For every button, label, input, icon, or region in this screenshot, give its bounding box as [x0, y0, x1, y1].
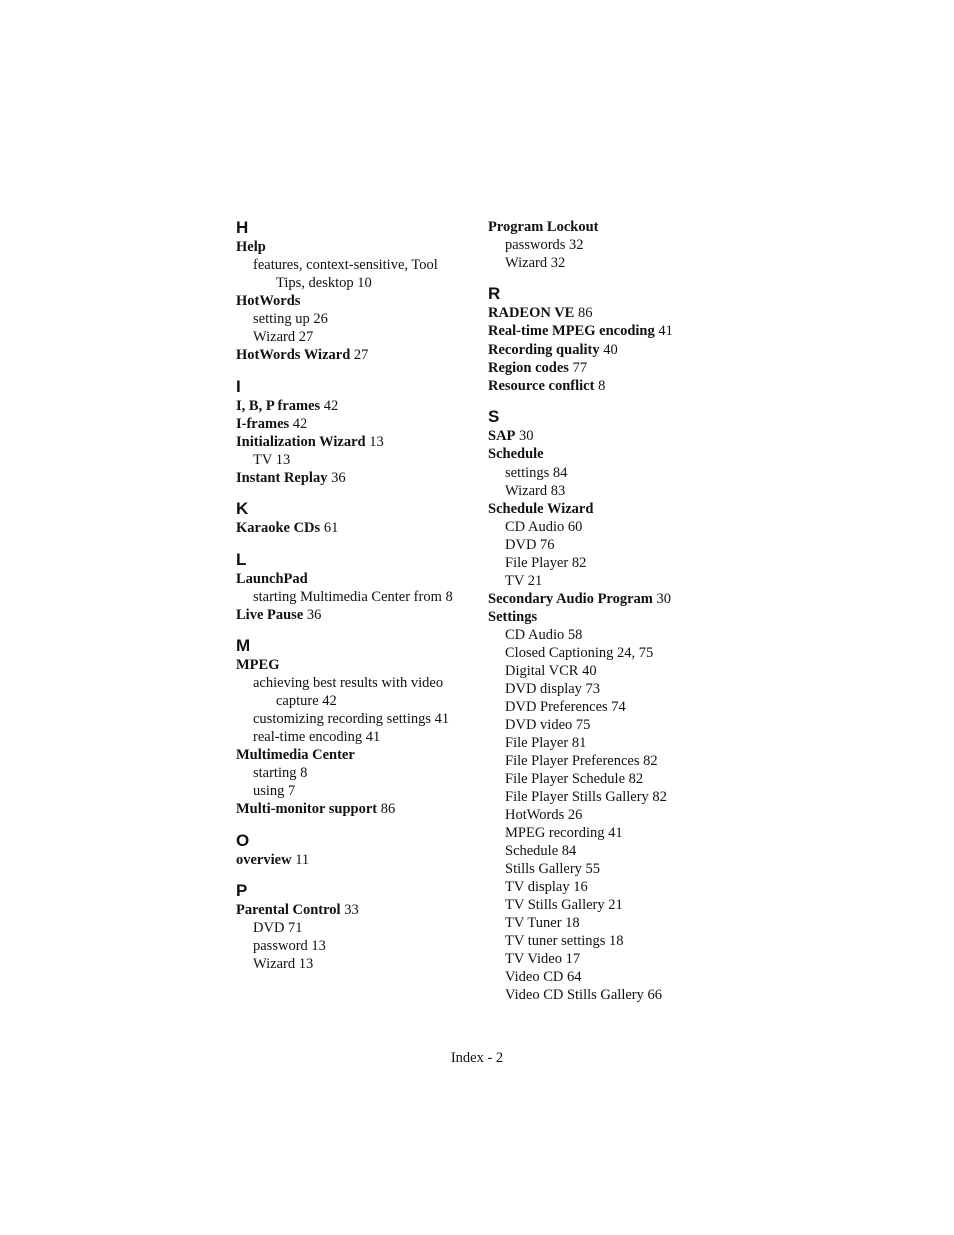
- index-subentry: [488, 518, 728, 536]
- index-entry: [488, 590, 728, 608]
- subentry-text: File Player Schedule 82: [505, 771, 644, 788]
- subentry-text: real-time encoding 41: [253, 729, 381, 746]
- entry-term: Live Pause: [236, 606, 304, 623]
- index-entry: [236, 519, 476, 537]
- index-subentry: [488, 698, 728, 716]
- entry-term: RADEON VE: [488, 305, 575, 322]
- index-subentry: [236, 256, 476, 292]
- subentry-text: DVD 71: [253, 920, 303, 937]
- subentry-text: File Player 81: [505, 735, 587, 752]
- subentry-continuation: capture 42: [276, 693, 337, 710]
- entry-page: 33: [344, 901, 359, 918]
- index-subentry: [236, 782, 476, 800]
- index-section: [236, 881, 476, 973]
- index-subentry: [488, 644, 728, 662]
- index-section: [236, 831, 476, 869]
- entry-page: 13: [369, 434, 384, 451]
- index-subentry: [488, 482, 728, 500]
- index-entry: [488, 218, 728, 236]
- index-subentry: [488, 860, 728, 878]
- subentry-text: Video CD Stills Gallery 66: [505, 987, 663, 1004]
- section-letter: L: [236, 549, 247, 569]
- entry-term: Instant Replay: [236, 470, 328, 487]
- subentry-text: Wizard 27: [253, 329, 314, 346]
- index-entry: [488, 500, 728, 518]
- entry-page: 42: [323, 397, 339, 414]
- section-letter: S: [488, 407, 500, 427]
- entry-page: 11: [295, 851, 310, 868]
- entry-term: MPEG: [236, 657, 280, 674]
- index-subentry: [236, 710, 476, 728]
- entry-page: 77: [572, 359, 588, 376]
- index-subentry: [236, 728, 476, 746]
- index-subentry: [488, 932, 728, 950]
- index-entry: [236, 238, 476, 256]
- subentry-text: Closed Captioning 24, 75: [505, 645, 654, 662]
- index-subentry: [488, 716, 728, 734]
- section-letter: O: [236, 830, 250, 850]
- index-section: [236, 377, 476, 488]
- index-subentry: [488, 824, 728, 842]
- entry-term: SAP: [488, 428, 516, 445]
- subentry-text: features, context-sensitive, Tool: [253, 257, 438, 274]
- index-subentry: [488, 572, 728, 590]
- entry-page: 86: [577, 305, 593, 322]
- subentry-text: Digital VCR 40: [505, 663, 597, 680]
- subentry-text: using 7: [253, 783, 296, 800]
- section-letter: P: [236, 880, 248, 900]
- entry-term: Schedule: [488, 446, 544, 463]
- index-subentry: [236, 937, 476, 955]
- entry-term: Resource conflict: [488, 378, 595, 395]
- subentry-text: Stills Gallery 55: [505, 861, 601, 878]
- index-section: [488, 407, 728, 1004]
- index-subentry: [488, 914, 728, 932]
- index-entry: [236, 570, 476, 588]
- subentry-text: starting Multimedia Center from 8: [253, 588, 453, 605]
- subentry-text: password 13: [253, 938, 326, 955]
- subentry-text: TV Stills Gallery 21: [505, 897, 623, 914]
- index-subentry: [236, 328, 476, 346]
- subentry-text: achieving best results with video: [253, 675, 444, 692]
- subentry-text: Video CD 64: [505, 969, 582, 986]
- subentry-text: Wizard 32: [505, 255, 566, 272]
- entry-term: Multi-monitor support: [236, 801, 378, 818]
- subentry-text: DVD 76: [505, 536, 555, 553]
- index-entry: [236, 415, 476, 433]
- subentry-text: TV Video 17: [505, 951, 581, 968]
- index-subentry: [488, 788, 728, 806]
- index-section: [488, 218, 728, 272]
- index-subentry: [236, 764, 476, 782]
- index-entry: [488, 341, 728, 359]
- index-subentry: [488, 986, 728, 1004]
- section-letter: K: [236, 499, 249, 519]
- index-subentry: [236, 310, 476, 328]
- index-subentry: [488, 536, 728, 554]
- index-subentry: [488, 878, 728, 896]
- section-letter: M: [236, 636, 251, 656]
- subentry-text: TV Tuner 18: [505, 915, 580, 932]
- index-entry: [236, 746, 476, 764]
- entry-page: 8: [598, 378, 606, 395]
- subentry-text: TV 13: [253, 452, 291, 469]
- subentry-text: HotWords 26: [505, 807, 583, 824]
- index-entry: [236, 433, 476, 451]
- subentry-text: DVD video 75: [505, 717, 591, 734]
- entry-term: Karaoke CDs: [236, 520, 321, 537]
- subentry-text: File Player Stills Gallery 82: [505, 789, 667, 806]
- subentry-text: CD Audio 58: [505, 627, 583, 644]
- subentry-text: Wizard 83: [505, 482, 566, 499]
- index-section: [236, 636, 476, 819]
- subentry-text: DVD Preferences 74: [505, 699, 626, 716]
- index-section: [236, 550, 476, 624]
- index-subentry: [236, 919, 476, 937]
- index-subentry: [488, 770, 728, 788]
- index-entry: [236, 800, 476, 818]
- index-subentry: [488, 626, 728, 644]
- index-entry: [236, 292, 476, 310]
- subentry-text: TV tuner settings 18: [505, 933, 624, 950]
- index-subentry: [488, 896, 728, 914]
- entry-page: 30: [519, 428, 534, 445]
- subentry-text: settings 84: [505, 464, 568, 481]
- index-section: [488, 284, 728, 395]
- subentry-text: TV 21: [505, 572, 543, 589]
- index-subentry: [488, 254, 728, 272]
- subentry-text: File Player 82: [505, 554, 587, 571]
- entry-page: 27: [353, 347, 369, 364]
- subentry-text: setting up 26: [253, 311, 328, 328]
- entry-term: overview: [236, 851, 292, 868]
- section-letter: I: [236, 376, 242, 396]
- index-subentry: [488, 734, 728, 752]
- index-subentry: [236, 674, 476, 710]
- index-subentry: [488, 554, 728, 572]
- index-subentry: [236, 955, 476, 973]
- entry-page: 36: [306, 606, 322, 623]
- subentry-text: customizing recording settings 41: [253, 711, 450, 728]
- page-footer: Index - 2: [450, 1050, 504, 1066]
- entry-page: 86: [380, 801, 396, 818]
- entry-page: 41: [658, 323, 673, 340]
- entry-term: I-frames: [236, 415, 290, 432]
- section-letter: R: [488, 284, 501, 304]
- index-subentry: [488, 842, 728, 860]
- index-column-left: [236, 218, 476, 985]
- index-entry: [488, 359, 728, 377]
- index-entry: [488, 427, 728, 445]
- entry-term: Secondary Audio Program: [488, 590, 653, 607]
- entry-page: 30: [656, 590, 671, 607]
- index-entry: [236, 656, 476, 674]
- subentry-continuation: Tips, desktop 10: [276, 275, 372, 292]
- entry-term: Help: [236, 239, 266, 255]
- index-section: [236, 218, 476, 365]
- index-entry: [236, 851, 476, 869]
- subentry-text: passwords 32: [505, 237, 584, 254]
- index-subentry: [488, 680, 728, 698]
- index-entry: [488, 304, 728, 322]
- entry-term: LaunchPad: [236, 570, 308, 587]
- subentry-text: Schedule 84: [505, 843, 577, 860]
- entry-page: 36: [331, 470, 346, 487]
- index-entry: [488, 608, 728, 626]
- index-subentry: [488, 752, 728, 770]
- index-subentry: [488, 806, 728, 824]
- subentry-text: DVD display 73: [505, 681, 601, 698]
- entry-term: Region codes: [488, 359, 569, 376]
- index-subentry: [488, 968, 728, 986]
- section-letter: H: [236, 218, 249, 237]
- entry-term: Multimedia Center: [236, 747, 355, 764]
- index-entry: [236, 469, 476, 487]
- index-section: [236, 499, 476, 537]
- index-subentry: [236, 588, 476, 606]
- index-subentry: [488, 464, 728, 482]
- entry-term: HotWords Wizard: [236, 347, 351, 364]
- index-entry: [236, 397, 476, 415]
- index-subentry: [488, 662, 728, 680]
- entry-term: Settings: [488, 609, 538, 626]
- subentry-text: TV display 16: [505, 879, 588, 896]
- index-entry: [236, 901, 476, 919]
- index-entry: [488, 322, 728, 340]
- entry-term: Recording quality: [488, 341, 600, 358]
- entry-page: 42: [292, 415, 308, 432]
- entry-term: Initialization Wizard: [236, 434, 366, 451]
- entry-term: Schedule Wizard: [488, 500, 594, 517]
- index-subentry: [488, 236, 728, 254]
- entry-page: 40: [603, 341, 618, 358]
- entry-page: 61: [323, 520, 339, 537]
- subentry-text: Wizard 13: [253, 956, 314, 973]
- entry-term: Program Lockout: [488, 219, 599, 235]
- entry-term: Real-time MPEG encoding: [488, 323, 655, 340]
- index-entry: [236, 346, 476, 364]
- index-column-right: [488, 218, 728, 1016]
- index-entry: [236, 606, 476, 624]
- index-subentry: [236, 451, 476, 469]
- index-entry: [488, 377, 728, 395]
- subentry-text: File Player Preferences 82: [505, 753, 658, 770]
- entry-term: HotWords: [236, 293, 301, 310]
- subentry-text: CD Audio 60: [505, 518, 583, 535]
- index-entry: [488, 445, 728, 463]
- entry-term: I, B, P frames: [236, 397, 321, 414]
- subentry-text: starting 8: [253, 765, 308, 782]
- subentry-text: MPEG recording 41: [505, 825, 623, 842]
- entry-term: Parental Control: [236, 901, 341, 918]
- index-subentry: [488, 950, 728, 968]
